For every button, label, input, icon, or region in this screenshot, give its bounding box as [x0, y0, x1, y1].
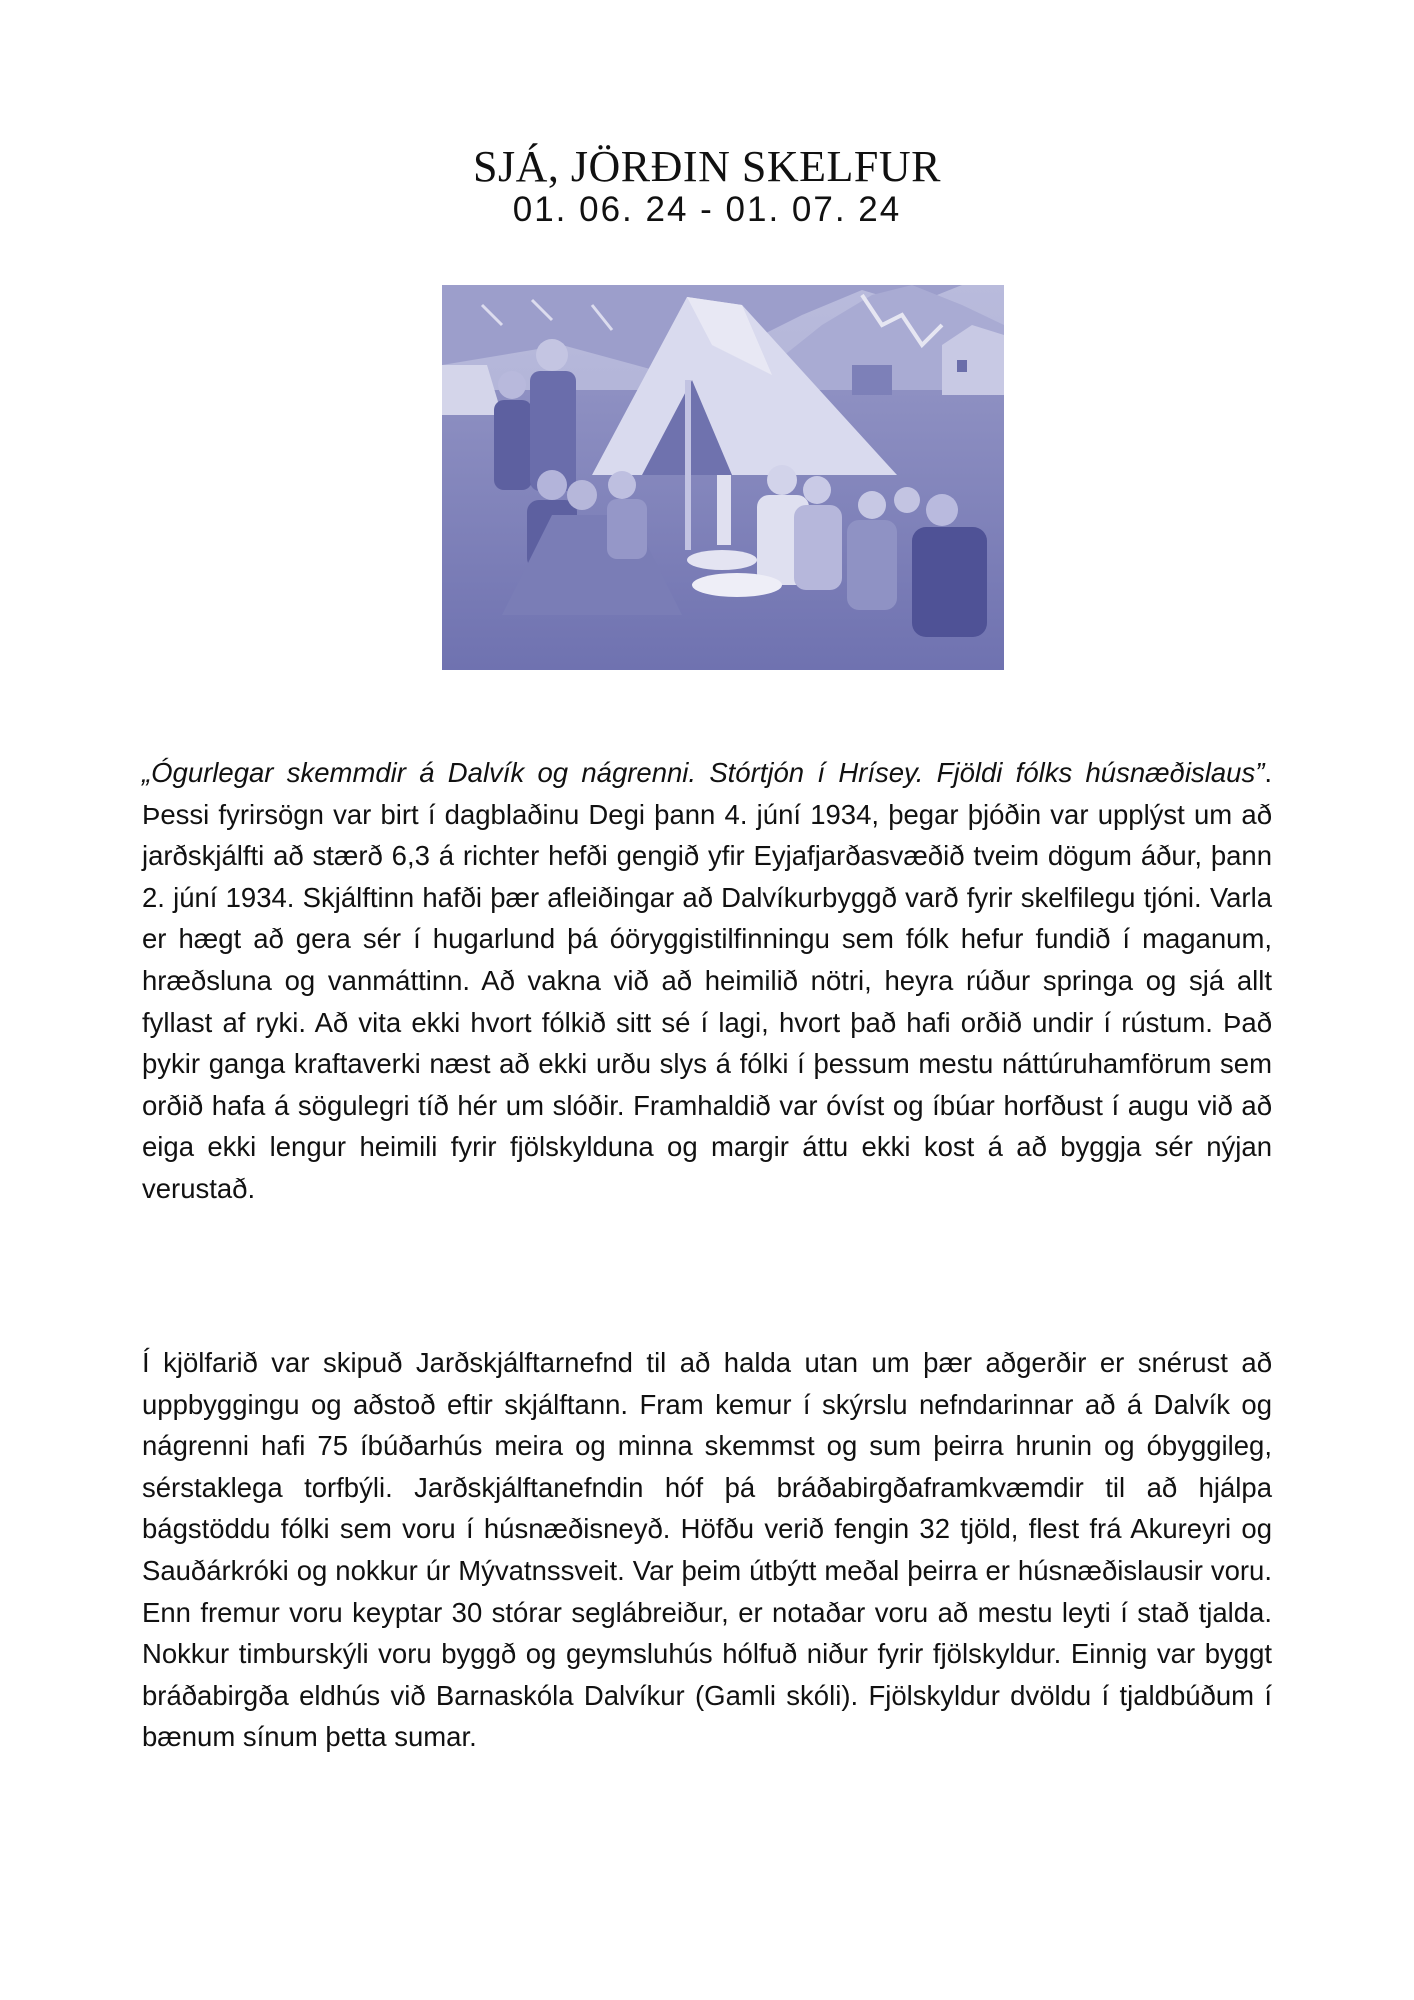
building-small [852, 365, 892, 395]
article-paragraph-2: Í kjölfarið var skipuð Jarðskjálftarnefnd til að halda utan um þær aðgerðir er snérust að uppbyggingu og aðstoð eftir skjálftann. Fram kemur í skýrslu nefndarinnar að á Dalvík og nágrenni hafi 75 íbúðarhús meira og minna skemmst og sum þeirra hrunin og óbyggileg, sérstaklega torfbýli. Jarðskjálftanefndin hóf þá bráðabirgðaframkvæmdir til að hjálpa bágstöddu fólki sem voru í húsnæðisneyð. Höfðu verið fengin 32 tjöld, flest frá Akureyri og Sauðárkróki og nokkur úr Mývatnssveit. Var þeim útbýtt meðal þeirra er húsnæðislausir voru. Enn fremur voru keyptar 30 stórar seglábreiður, er notaðar voru að mestu leyti í stað tjalda. Nokkur timburskýli voru byggð og geymsluhús hólfuð niður fyrir fjölskyldur. Einnig var byggt bráðabirgða eldhús við Barnaskóla Dalvíkur (Gamli skóli). Fjölskyldur dvöldu í tjaldbúðum í bænum sínum þetta sumar. [142, 1347, 1272, 1753]
photo-illustration [442, 285, 1004, 670]
page-title: SJÁ, JÖRÐIN SKELFUR [473, 142, 941, 191]
tent-pole [685, 380, 691, 550]
primus-stove [717, 475, 731, 545]
exhibition-dates: 01. 06. 24 - 01. 07. 24 [512, 190, 902, 229]
building-window [957, 360, 967, 372]
wash-basin [692, 573, 782, 597]
historical-photo-tent-camp [442, 285, 1004, 670]
newspaper-headline-quote: „Ógurlegar skemmdir á Dalvík og nágrenni. Stórtjón í Hrísey. Fjöldi fólks húsnæðislaus” [142, 757, 1265, 788]
article-paragraph-1 [142, 752, 1272, 1210]
bowl [687, 550, 757, 570]
paragraph-1-text: . Þessi fyrirsögn var birt í dagblaðinu Degi þann 4. júní 1934, þegar þjóðin var upplýst um að jarðskjálfti að stærð 6,3 á richter hefði gengið yfir Eyjafjarðasvæðið tveim dögum áður, þann 2. júní 1934. Skjálftinn hafði þær afleiðingar að Dalvíkurbyggð varð fyrir skelfilegu tjóni. Varla er hægt að gera sér í hugarlund þá óöryggistilfinningu sem fólk hefur fundið í maganum, hræðsluna og vanmáttinn. Að vakna við að heimilið nötri, heyra rúður springa og sjá allt fyllast af ryki. Að vita ekki hvort fólkið sitt sé í lagi, hvort það hafi orðið undir í rústum. Það þykir ganga kraftaverki næst að ekki urðu slys á fólki í þessum mestu náttúruhamförum sem orðið hafa á sögulegri tíð hér um slóðir. Framhaldið var óvíst og íbúar horfðust í augu við að eiga ekki lengur heimili fyrir fjölskylduna og margir áttu ekki kost á að byggja sér nýjan verustað. [142, 757, 1272, 1204]
